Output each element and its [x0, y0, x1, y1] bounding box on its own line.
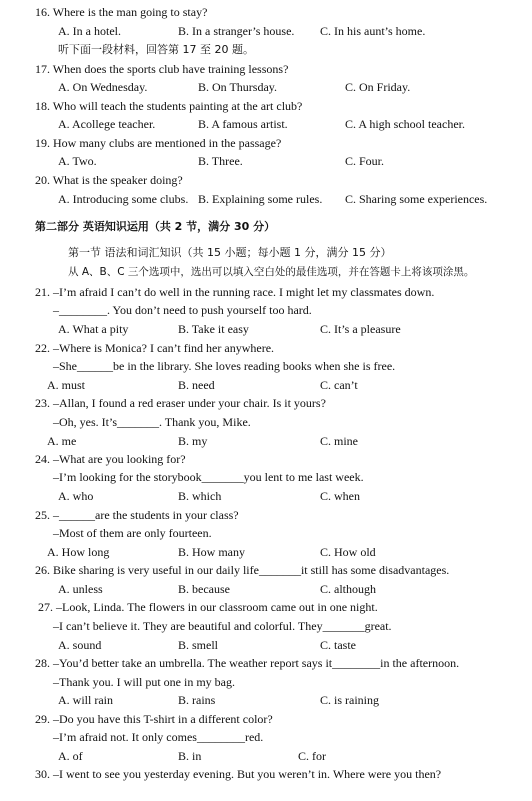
- q17-option-b: B. On Thursday.: [198, 80, 277, 94]
- q28-reply: –Thank you. I will put one in my bag.: [53, 675, 235, 689]
- q28-option-c: C. is raining: [320, 693, 379, 707]
- question-18: 18. Who will teach the students painting at the art club?: [35, 99, 303, 113]
- q19-option-a: A. Two.: [58, 154, 97, 168]
- q27-reply: –I can’t believe it. They are beautiful and colorful. They_______great.: [53, 619, 392, 633]
- q27-option-c: C. taste: [320, 638, 356, 652]
- q17-option-c: C. On Friday.: [345, 80, 411, 94]
- q25-option-c: C. How old: [320, 545, 376, 559]
- q29-option-b: B. in: [178, 749, 202, 763]
- q22-option-c: C. can’t: [320, 378, 358, 392]
- question-17: 17. When does the sports club have training lessons?: [35, 62, 289, 76]
- q21-option-b: B. Take it easy: [178, 322, 249, 336]
- q17-option-a: A. On Wednesday.: [58, 80, 148, 94]
- q24-option-a: A. who: [58, 489, 94, 503]
- q21-reply: –________. You don’t need to push yourself too hard.: [53, 303, 312, 317]
- q21-option-c: C. It’s a pleasure: [320, 322, 401, 336]
- q22-option-b: B. need: [178, 378, 215, 392]
- q26-option-c: C. although: [320, 582, 376, 596]
- question-25: 25. –______are the students in your class?: [35, 508, 239, 522]
- q23-option-a: A. me: [47, 434, 77, 448]
- q16-option-c: C. In his aunt’s home.: [320, 24, 426, 38]
- q25-option-b: B. How many: [178, 545, 245, 559]
- question-19: 19. How many clubs are mentioned in the passage?: [35, 136, 282, 150]
- question-22: 22. –Where is Monica? I can’t find her anywhere.: [35, 341, 275, 355]
- question-23: 23. –Allan, I found a red eraser under your chair. Is it yours?: [35, 396, 326, 410]
- question-24: 24. –What are you looking for?: [35, 452, 186, 466]
- q18-option-b: B. A famous artist.: [198, 117, 288, 131]
- q18-option-a: A. Acollege teacher.: [58, 117, 156, 131]
- q29-option-c: C. for: [298, 749, 326, 763]
- q28-option-a: A. will rain: [58, 693, 113, 707]
- question-20: 20. What is the speaker doing?: [35, 173, 183, 187]
- q16-option-b: B. In a stranger’s house.: [178, 24, 295, 38]
- q16-option-a: A. In a hotel.: [58, 24, 121, 38]
- question-16: 16. Where is the man going to stay?: [35, 5, 208, 19]
- q25-option-a: A. How long: [47, 545, 110, 559]
- q20-option-a: A. Introducing some clubs.: [58, 192, 189, 206]
- q20-option-c: C. Sharing some experiences.: [345, 192, 488, 206]
- section1-instruction: 从 A、B、C 三个选项中，选出可以填入空白处的最佳选项，并在答题卡上将该项涂黑。: [68, 266, 475, 278]
- q24-option-b: B. which: [178, 489, 222, 503]
- q21-option-a: A. What a pity: [58, 322, 129, 336]
- q25-reply: –Most of them are only fourteen.: [53, 526, 212, 540]
- question-30: 30. –I went to see you yesterday evening. But you weren’t in. Where were you then?: [35, 767, 442, 781]
- question-26: 26. Bike sharing is very useful in our daily life_______it still has some disadvantages.: [35, 563, 450, 577]
- q26-option-a: A. unless: [58, 582, 103, 596]
- part2-title: 第二部分 英语知识运用（共 2 节，满分 30 分）: [35, 220, 276, 233]
- listening-instruction: 听下面一段材料，回答第 17 至 20 题。: [58, 43, 254, 56]
- q24-option-c: C. when: [320, 489, 360, 503]
- q29-reply: –I’m afraid not. It only comes________red.: [53, 730, 264, 744]
- q18-option-c: C. A high school teacher.: [345, 117, 465, 131]
- q23-option-b: B. my: [178, 434, 208, 448]
- q24-reply: –I’m looking for the storybook_______you lent to me last week.: [53, 470, 364, 484]
- question-21: 21. –I’m afraid I can’t do well in the running race. I might let my classmates down.: [35, 285, 435, 299]
- q29-option-a: A. of: [58, 749, 83, 763]
- question-29: 29. –Do you have this T-shirt in a different color?: [35, 712, 273, 726]
- q20-option-b: B. Explaining some rules.: [198, 192, 323, 206]
- q19-option-c: C. Four.: [345, 154, 385, 168]
- section1-title: 第一节 语法和词汇知识（共 15 小题；每小题 1 分，满分 15 分）: [68, 246, 392, 259]
- q26-option-b: B. because: [178, 582, 230, 596]
- q22-reply: –She______be in the library. She loves reading books when she is free.: [53, 359, 396, 373]
- question-28: 28. –You’d better take an umbrella. The weather report says it________in the afternoon.: [35, 656, 460, 670]
- q27-option-b: B. smell: [178, 638, 219, 652]
- q27-option-a: A. sound: [58, 638, 102, 652]
- q22-option-a: A. must: [47, 378, 86, 392]
- q19-option-b: B. Three.: [198, 154, 243, 168]
- question-27: 27. –Look, Linda. The flowers in our classroom came out in one night.: [38, 600, 378, 614]
- q28-option-b: B. rains: [178, 693, 216, 707]
- q23-reply: –Oh, yes. It’s_______. Thank you, Mike.: [53, 415, 251, 429]
- q23-option-c: C. mine: [320, 434, 358, 448]
